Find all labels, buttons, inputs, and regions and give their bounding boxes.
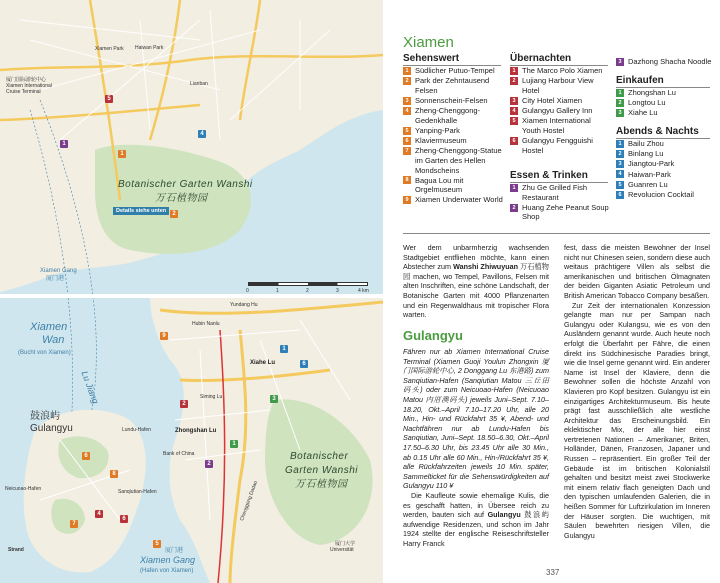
abends-number-badge: 1	[616, 140, 624, 148]
uebernachten-item	[510, 136, 610, 155]
sehenswert-item	[403, 66, 503, 76]
col2-paragraph-1: fest, dass die meisten Bewohner der Insel nicht nur Chinesen seien, sondern diese auch weitaus prächtigere Villen als selbst die amerikanischen und britischen Ölmagnaten der beiden Giganten Asiatic Petroleum und British American Tobacco Company besäßen.	[564, 243, 710, 300]
intro-bold: Wanshi Zhiwuyuan	[453, 262, 518, 272]
xiamen-gang-bottom-label: Xiamen Gang	[140, 555, 196, 565]
abends-number-badge: 5	[616, 181, 624, 189]
uebernachten-item	[510, 116, 610, 135]
abends-item	[616, 170, 716, 180]
botanical-garden-lower-label: Botanischer	[290, 451, 349, 462]
xiamen-park-label: Xiamen Park	[95, 46, 124, 52]
sehenswert-number-badge: 2	[403, 77, 411, 85]
body-column-intro	[403, 243, 549, 320]
sight-marker-5: 5	[153, 540, 161, 548]
essen-number-badge: 1	[510, 184, 518, 192]
abends-item	[616, 149, 716, 159]
abends-item	[616, 139, 716, 149]
xiahe-lu-label: Xiahe Lu	[250, 360, 276, 366]
sanqiutian-hafen-label: Sanqiutian-Hafen	[118, 489, 157, 495]
abends-item-label: Binlang Lu	[628, 149, 664, 159]
uebernachten-item-label: Xiamen International Youth Hostel	[522, 116, 591, 135]
botanical-garden-label-cn: 万石植物园	[155, 193, 208, 204]
body-column-right	[564, 243, 710, 540]
sehenswert-item-label: Zheng-Chenggong-Gedenkhalle	[415, 106, 481, 125]
uebernachten-item	[510, 66, 610, 76]
essen-item	[510, 183, 610, 202]
uebernachten-item-label: The Marco Polo Xiamen	[522, 66, 603, 75]
hotel-marker-2: 2	[180, 400, 188, 408]
abends-item-label: Jiangtou-Park	[628, 159, 675, 169]
sehenswert-item-label: Klaviermuseum	[415, 136, 467, 146]
shop-marker-1: 1	[230, 440, 238, 448]
uebernachten-number-badge: 2	[510, 77, 518, 85]
einkaufen-number-badge: 1	[616, 89, 624, 97]
sehenswert-number-badge: 9	[403, 196, 411, 204]
abends-number-badge: 2	[616, 150, 624, 158]
essen-item-label: Dazhong Shacha Noodle	[628, 57, 712, 66]
hotel-marker-4: 4	[95, 510, 103, 518]
map-divider	[0, 294, 383, 298]
abends-number-badge: 4	[616, 170, 624, 178]
sehenswert-item-label: Sonnenschein-Felsen	[415, 95, 488, 105]
einkaufen-item-label: Longtou Lu	[628, 98, 666, 108]
neicuoao-hafen-label: Neicuoao-Hafen	[5, 486, 42, 492]
einkaufen-item	[616, 108, 716, 118]
abends-item	[616, 159, 716, 169]
essen-heading: Essen & Trinken	[510, 170, 608, 183]
sight-marker-9: 9	[160, 332, 168, 340]
abends-item	[616, 180, 716, 190]
sehenswert-number-badge: 5	[403, 127, 411, 135]
einkaufen-item	[616, 88, 716, 98]
cruise-terminal-label-cn: 厦门国际游轮中心	[6, 77, 47, 83]
uebernachten-heading: Übernachten	[510, 53, 608, 66]
sehenswert-number-badge: 6	[403, 137, 411, 145]
gulangyu-label: Gulangyu	[30, 423, 73, 434]
essen-item-label: Zhu Ge Grilled Fish Restaurant	[522, 183, 588, 202]
uebernachten-item-label: Gulangyu Fengguishi Hostel	[522, 136, 593, 155]
uebernachten-item-label: Gulangyu Gallery Inn	[522, 106, 593, 116]
uebernachten-number-badge: 5	[510, 117, 518, 125]
page-number: 337	[546, 568, 560, 577]
intro-text-2: 万石植物园 machen, wo Tempel, Pavillons, Felsen mit alten Inschriften, eine schöne Landschaft, der Botanische Garten mit 4000 Pflanzenarten und ein Regenwaldhaus mit tropischer Flora warten.	[403, 262, 549, 320]
chenggong-dadao-label: Chenggong Dadao	[239, 480, 260, 522]
hubin-nanlu-label: Hubin Nanlu	[192, 321, 220, 327]
uebernachten-item-label: City Hotel Xiamen	[522, 95, 583, 105]
scale-0: 0	[246, 288, 249, 294]
sehenswert-heading: Sehenswert	[403, 53, 501, 66]
sehenswert-number-badge: 3	[403, 97, 411, 105]
sehenswert-item	[403, 195, 503, 205]
abends-item-label: Bailu Zhou	[628, 139, 664, 148]
essen-item-label: Huang Zehe Peanut Soup Shop	[522, 202, 609, 222]
sight-marker-2: 2	[170, 210, 178, 218]
sehenswert-item-label: Xiamen Underwater World	[415, 195, 503, 205]
scale-1: 1	[276, 288, 279, 294]
gulangyu-p1-text-a: Die Kaufleute sowie ehemalige Kulis, die es geschafft hatten, in Übersee reich zu werden, bauten sich auf	[403, 490, 549, 520]
sehenswert-item	[403, 76, 503, 95]
sehenswert-item-label: Südlicher Putuo-Tempel	[415, 66, 495, 75]
zhongshan-lu-label: Zhongshan Lu	[175, 428, 217, 434]
body-column-gulangyu	[403, 347, 549, 548]
sehenswert-item-label: Yanping-Park	[415, 125, 460, 135]
university-label: Universität	[330, 547, 354, 553]
gulangyu-p1-text-b: 鼓浪屿 aufwendige Residenzen, und schon im Jahr 1924 stellte der englische Reiseschriftsteller Harry Franck	[403, 510, 549, 548]
sehenswert-item	[403, 146, 503, 175]
scale-bar	[248, 282, 368, 286]
uebernachten-item	[510, 96, 610, 106]
uebernachten-number-badge: 3	[510, 97, 518, 105]
abends-list	[616, 139, 716, 200]
einkaufen-item-label: Zhongshan Lu	[628, 88, 676, 97]
sehenswert-number-badge: 1	[403, 67, 411, 75]
sehenswert-item-label: Bagua Lou mit Orgelmuseum	[415, 175, 464, 195]
botanical-garden-lower-label-cn: 万石植物园	[295, 479, 348, 490]
sehenswert-list	[403, 66, 503, 206]
xiamen-gang-label-cn: 厦门港	[46, 276, 65, 282]
sehenswert-item	[403, 136, 503, 146]
page-title: Xiamen	[403, 34, 454, 51]
details-see-below-box: Details siehe unten	[113, 207, 169, 215]
night-marker-4: 4	[198, 130, 206, 138]
lianban-label: Lianban	[190, 81, 208, 87]
hafen-label: (Hafen von Xiamen)	[140, 568, 194, 574]
uebernachten-number-badge: 1	[510, 67, 518, 75]
sight-marker-8: 8	[110, 470, 118, 478]
xiamen-gang-bottom-cn: 厦门港	[165, 548, 184, 554]
essen-list	[510, 183, 610, 223]
sehenswert-item	[403, 106, 503, 125]
essen-number-badge: 2	[510, 204, 518, 212]
essen-item	[510, 203, 610, 222]
einkaufen-item	[616, 98, 716, 108]
sight-marker-1: 1	[118, 150, 126, 158]
ferry-info: Fähren nur ab Xiamen International Cruise Terminal (Xiamen Guoji Youlun Zhongxin 厦门国际游轮中心, 2 Donggang Lu 东港路) zum Sanqiutian-Hafen (Sanqiutian Matou 三丘田码头) oder zum Neicuoao-Hafen (Neicuoao Matou 内厝澳码头) jeweils Juni–Sept. 7.10–18.20, Okt.–April 7.10–17.20 Uhr, alle 20 Min., Hin- und Rückfahrt 35 ¥, Abend- und Nachtfähren nur ab Lundu-Hafen bis Sanqiutian, Juni–Sept. 18.50–6.30, Okt.–April 17.50–6.30 Uhr, bis 23.45 Uhr alle 30 Min., ab 0.15 Uhr alle 60 Min., Hin-/Rückfahrt 35 ¥, alle Rückfahrzeiten jeweils 10 Min. später, Sammelticket für die Sehenswürdigkeiten auf Gulangyu 110 ¥	[403, 347, 549, 491]
section-separator	[403, 233, 710, 234]
sehenswert-number-badge: 8	[403, 176, 411, 184]
scale-4: 4 km	[358, 288, 369, 294]
lundu-hafen-label: Lundu-Hafen	[122, 427, 151, 433]
gulangyu-p1-bold: Gulangyu	[487, 510, 521, 520]
sehenswert-number-badge: 4	[403, 107, 411, 115]
uebernachten-item-label: Lujiang Harbour View Hotel	[522, 76, 594, 95]
abends-heading: Abends & Nachts	[616, 126, 710, 139]
food-marker-2: 2	[205, 460, 213, 468]
gulangyu-paragraph-1	[403, 491, 549, 549]
yundang-hu-label: Yundang Hu	[230, 302, 258, 308]
food-marker-1: 1	[60, 140, 68, 148]
einkaufen-item-label: Xiahe Lu	[628, 108, 658, 118]
bank-of-china-label: Bank of China	[163, 451, 195, 457]
strand-label: Strand	[8, 547, 24, 553]
scale-2: 2	[306, 288, 309, 294]
intro-text-1: Wer dem unbarmherzig wachsenden Stadtgebiet entfliehen möchte, kann einen Abstecher zum	[403, 243, 549, 272]
sehenswert-item	[403, 96, 503, 106]
abends-item	[616, 190, 716, 200]
uebernachten-number-badge: 4	[510, 107, 518, 115]
intro-paragraph	[403, 243, 549, 320]
botanical-garden-label: Botanischer Garten Wanshi	[118, 179, 253, 190]
essen-number-badge: 3	[616, 58, 624, 66]
essen-list-continued	[616, 57, 716, 67]
night-marker-1: 1	[280, 345, 288, 353]
abends-number-badge: 3	[616, 160, 624, 168]
shop-marker-3: 3	[270, 395, 278, 403]
uebernachten-item	[510, 76, 610, 95]
bucht-label: (Bucht von Xiamen)	[18, 350, 71, 356]
sehenswert-item	[403, 126, 503, 136]
xiamen-gang-label: Xiamen Gang	[40, 268, 77, 274]
sight-marker-7: 7	[70, 520, 78, 528]
einkaufen-list	[616, 88, 716, 119]
siming-lu-label: Siming Lu	[200, 394, 223, 400]
uebernachten-item	[510, 106, 610, 116]
uebernachten-list	[510, 66, 610, 156]
gulangyu-label-cn: 鼓浪屿	[30, 411, 60, 422]
night-marker-6: 6	[300, 360, 308, 368]
essen-item	[616, 57, 716, 67]
hotel-marker-5: 5	[105, 95, 113, 103]
uebernachten-number-badge: 6	[510, 137, 518, 145]
university-label-cn: 厦门大学	[335, 541, 356, 547]
sehenswert-item-label: Zheng-Chenggong-Statue im Garten des Hellen Mondscheins	[415, 146, 502, 175]
botanical-garden-lower-label-b: Garten Wanshi	[285, 465, 359, 476]
einkaufen-heading: Einkaufen	[616, 75, 710, 88]
xiamen-wan-label-2: Wan	[42, 334, 65, 346]
abends-item-label: Haiwan-Park	[628, 169, 671, 179]
sight-marker-6: 6	[82, 452, 90, 460]
sehenswert-item-label: Park der Zehntausend Felsen	[415, 76, 490, 95]
col2-paragraph-2: Zur Zeit der internationalen Konzession gelangte man nur per Sampan nach Gulangyu oder Kulangsu, wie es von den Ausländern genannt wurde. Auch heute noch erfolgt die Überfahrt per Fähre, die einen direkt ins Südchinesische Paradies bringt, wie die Insel gerne genannt wird. Ein anderer Name ist Insel der Klaviere, denn die Bewohner sollen die höchste Anzahl von Klavieren pro Kopf besitzen. Gulangyu ist ein einzigartiges Architekturmuseum. Bis heute prägt fast ausschließlich alte westliche Architektur das Erscheinungsbild. Ein eklektischer Mix, der alle hier einst vertretenen Nationen – Amerikaner, Briten, Holländer, Dänen, Franzosen, Japaner und Russen – repräsentiert. Ein großer Teil der Gebäude ist im britischen Kolonialstil gehalten und besitzt meist zwei Stockwerke mit einem relativ flach geneigten Dach und den typischen umlaufenden Galerien, die in heißen Sommer für Luftzirkulation im Inneren der Häuser sorgten. Die wuchtigen, mit Säulen bewehrten riesigen Villen, die Gulangyu	[564, 300, 710, 540]
abends-item-label: Revolucion Cocktail	[628, 189, 694, 199]
guide-text-page	[383, 0, 720, 583]
abends-number-badge: 6	[616, 191, 624, 199]
cruise-terminal-label-2: Cruise Terminal	[6, 89, 41, 95]
hotel-marker-6: 6	[120, 515, 128, 523]
cruise-terminal-label: Xiamen International	[6, 83, 52, 89]
einkaufen-number-badge: 2	[616, 99, 624, 107]
einkaufen-number-badge: 3	[616, 109, 624, 117]
abends-item-label: Guanren Lu	[628, 179, 668, 189]
haiwan-park-label: Haiwan Park	[135, 45, 164, 51]
sehenswert-item	[403, 176, 503, 195]
scale-3: 3	[336, 288, 339, 294]
sehenswert-number-badge: 7	[403, 147, 411, 155]
lu-jiang-label: Lu Jiang	[79, 369, 101, 406]
xiamen-wan-label: Xiamen	[30, 321, 68, 333]
gulangyu-heading: Gulangyu	[403, 328, 463, 343]
